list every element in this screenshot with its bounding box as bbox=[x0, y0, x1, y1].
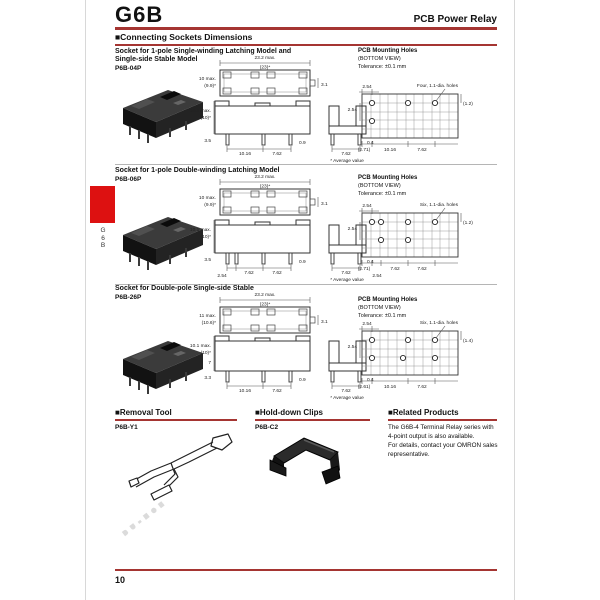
dim-label: 10.16 bbox=[238, 152, 252, 157]
dim-label: 7.62 bbox=[272, 271, 282, 276]
related-products-text: For details, contact your OMRON sales bbox=[388, 442, 498, 449]
dim-label: 7.62 bbox=[417, 267, 427, 272]
average-value-note: * Average value bbox=[330, 396, 364, 401]
dim-label: (2.71) bbox=[357, 267, 371, 272]
dim-label: (1.2) bbox=[463, 102, 473, 107]
page-edge-left bbox=[85, 0, 86, 600]
socket-model: P6B-04P bbox=[115, 65, 142, 72]
dim-label: 7.62 bbox=[390, 267, 400, 272]
related-products-text: 4-point output is also available. bbox=[388, 433, 475, 440]
footer-rule bbox=[115, 569, 497, 571]
socket-drawing bbox=[115, 167, 500, 283]
dim-label: 10 max. bbox=[198, 196, 216, 201]
pcb-holes-view: (BOTTOM VIEW) bbox=[358, 56, 401, 62]
dim-label: 2.54 bbox=[362, 85, 372, 90]
top-view bbox=[199, 174, 328, 215]
socket-drawing bbox=[115, 285, 500, 403]
holes-count-note: Four, 1.1-dia. holes bbox=[416, 84, 458, 89]
dim-label: 7.62 bbox=[341, 271, 351, 276]
dim-label: 0.4 bbox=[367, 378, 374, 383]
removal-tool-model: P6B-Y1 bbox=[115, 424, 138, 431]
dim-label: 7.62 bbox=[341, 152, 351, 157]
dim-label: 2.54 bbox=[362, 322, 372, 327]
pcb-holes-tolerance: Tolerance: ±0.1 mm bbox=[358, 64, 407, 70]
socket-model: P6B-06P bbox=[115, 176, 142, 183]
dim-label: 10.1 max. bbox=[189, 344, 211, 349]
average-value-note: * Average value bbox=[330, 159, 364, 164]
dim-label: 10.16 bbox=[238, 389, 252, 394]
socket-title-line1: Socket for 1-pole Single-winding Latching Model and bbox=[115, 48, 292, 55]
dim-label: (1.2) bbox=[463, 221, 473, 226]
dim-label: 23.2 max. bbox=[254, 293, 276, 298]
pcb-holes-view: (BOTTOM VIEW) bbox=[358, 183, 401, 189]
pcb-holes-tolerance: Tolerance: ±0.1 mm bbox=[358, 191, 407, 197]
relay-photo bbox=[123, 90, 203, 143]
dim-label: 0.9 bbox=[299, 141, 306, 146]
dim-label: (2.61) bbox=[357, 385, 371, 390]
side-view bbox=[329, 106, 374, 164]
related-products-rule bbox=[388, 419, 497, 421]
page-title: G6B bbox=[115, 2, 164, 27]
page-number: 10 bbox=[115, 575, 126, 585]
dim-label: 0.4 bbox=[367, 141, 374, 146]
dim-label: 10.16 bbox=[383, 148, 397, 153]
side-tab-label bbox=[97, 227, 109, 250]
pcb-holes-tolerance: Tolerance: ±0.1 mm bbox=[358, 313, 407, 319]
top-view bbox=[199, 292, 328, 333]
dim-label: 10 max. bbox=[198, 77, 216, 82]
removal-tool-header: ■Removal Tool bbox=[115, 408, 172, 417]
socket-title-line2: Single-side Stable Model bbox=[115, 56, 198, 63]
dim-label: 7.62 bbox=[341, 389, 351, 394]
dim-label: 2.54 bbox=[362, 204, 372, 209]
dim-label: 2.54 bbox=[217, 274, 227, 279]
top-view bbox=[199, 55, 328, 96]
dim-label: (2.71) bbox=[357, 148, 371, 153]
dim-label: 7.62 bbox=[272, 152, 282, 157]
front-view bbox=[190, 336, 310, 394]
dim-label: 10.1 max. bbox=[189, 109, 211, 114]
dim-label: 2.54 bbox=[372, 274, 382, 279]
average-value-note: * Average value bbox=[330, 278, 364, 283]
dim-label: 23.2 max. bbox=[254, 175, 276, 180]
dim-label: (9.9)* bbox=[204, 84, 216, 89]
removal-tool-image bbox=[125, 430, 240, 505]
hold-down-clip-image bbox=[268, 430, 344, 492]
dim-label: (23)* bbox=[259, 65, 271, 71]
removal-tool-rule bbox=[115, 419, 237, 421]
dim-label: 7.62 bbox=[417, 385, 427, 390]
dim-label: 0.9 bbox=[299, 378, 306, 383]
front-view bbox=[190, 220, 310, 279]
socket-title-line1: Socket for 1-pole Double-winding Latching Model bbox=[115, 167, 280, 174]
dim-label: 3.1 bbox=[321, 320, 328, 325]
dim-label: (23)* bbox=[259, 184, 271, 190]
side-tab-char: G bbox=[100, 227, 106, 234]
relay-photo bbox=[123, 217, 203, 270]
dim-label: (23)* bbox=[259, 302, 271, 308]
dim-label: 23.2 max. bbox=[254, 56, 276, 61]
socket-title-line1: Socket for Double-pole Single-side Stable bbox=[115, 285, 254, 292]
dim-label: 7 bbox=[208, 361, 211, 366]
hold-down-clips-model: P6B-C2 bbox=[255, 424, 279, 431]
side-index-tab bbox=[90, 186, 115, 223]
dim-label: (10.6)* bbox=[201, 321, 216, 326]
dim-label: 7.62 bbox=[417, 148, 427, 153]
pcb-holes-title: PCB Mounting Holes bbox=[358, 48, 418, 54]
socket-model: P6B-26P bbox=[115, 294, 142, 301]
dim-label: 2.54 bbox=[347, 345, 357, 350]
section-separator bbox=[115, 164, 497, 165]
header-rule bbox=[115, 27, 497, 30]
dim-label: 0.4 bbox=[367, 260, 374, 265]
holes-count-note: Six, 1.1-dia. holes bbox=[419, 203, 458, 208]
dim-label: 3.5 bbox=[204, 139, 211, 144]
dim-label: 11 max. bbox=[199, 314, 216, 319]
dim-label: 7.62 bbox=[244, 271, 254, 276]
socket-section-p6b-26p bbox=[115, 285, 500, 403]
dim-label: 0.9 bbox=[299, 260, 306, 265]
dim-label: 10.16 bbox=[383, 385, 397, 390]
side-tab-char: 6 bbox=[101, 234, 105, 242]
pcb-holes-title: PCB Mounting Holes bbox=[358, 297, 418, 303]
dim-label: 3.3 bbox=[204, 376, 211, 381]
related-products-text: representative. bbox=[388, 451, 430, 458]
dim-label: 2.54 bbox=[347, 227, 357, 232]
related-products-text: The G6B-4 Terminal Relay series with bbox=[388, 424, 494, 431]
dim-label: (10)* bbox=[200, 351, 211, 356]
related-products-header: ■Related Products bbox=[388, 408, 459, 417]
dim-label: 2.54 bbox=[347, 108, 357, 113]
socket-section-p6b-06p bbox=[115, 167, 500, 282]
dim-label: (10)* bbox=[200, 116, 211, 121]
dim-label: 7.62 bbox=[272, 389, 282, 394]
hold-down-clips-rule bbox=[255, 419, 370, 421]
dim-label: 3.1 bbox=[321, 202, 328, 207]
product-name: PCB Power Relay bbox=[413, 14, 497, 25]
dim-label: 3.1 bbox=[321, 83, 328, 88]
section-header-rule bbox=[115, 44, 497, 46]
hold-down-clips-header: ■Hold-down Clips bbox=[255, 408, 323, 417]
pcb-holes-title: PCB Mounting Holes bbox=[358, 175, 418, 181]
side-tab-char: B bbox=[100, 242, 106, 249]
dim-label: (10)* bbox=[200, 235, 211, 240]
dim-label: (1.4) bbox=[463, 339, 473, 344]
front-view bbox=[190, 101, 310, 157]
watermark-text: BU-NCE bbox=[123, 498, 170, 537]
section-header: ■Connecting Sockets Dimensions bbox=[115, 32, 253, 42]
dim-label: 3.5 bbox=[204, 258, 211, 263]
socket-section-p6b-04p bbox=[115, 48, 500, 164]
page-edge-right bbox=[514, 0, 515, 600]
side-view bbox=[329, 341, 374, 401]
dim-label: (9.9)* bbox=[204, 203, 216, 208]
side-view bbox=[329, 225, 374, 283]
dim-label: 10.1 max. bbox=[189, 228, 211, 233]
pcb-holes-view: (BOTTOM VIEW) bbox=[358, 305, 401, 311]
socket-drawing bbox=[115, 48, 500, 164]
holes-count-note: Six, 1.1-dia. holes bbox=[419, 321, 458, 326]
